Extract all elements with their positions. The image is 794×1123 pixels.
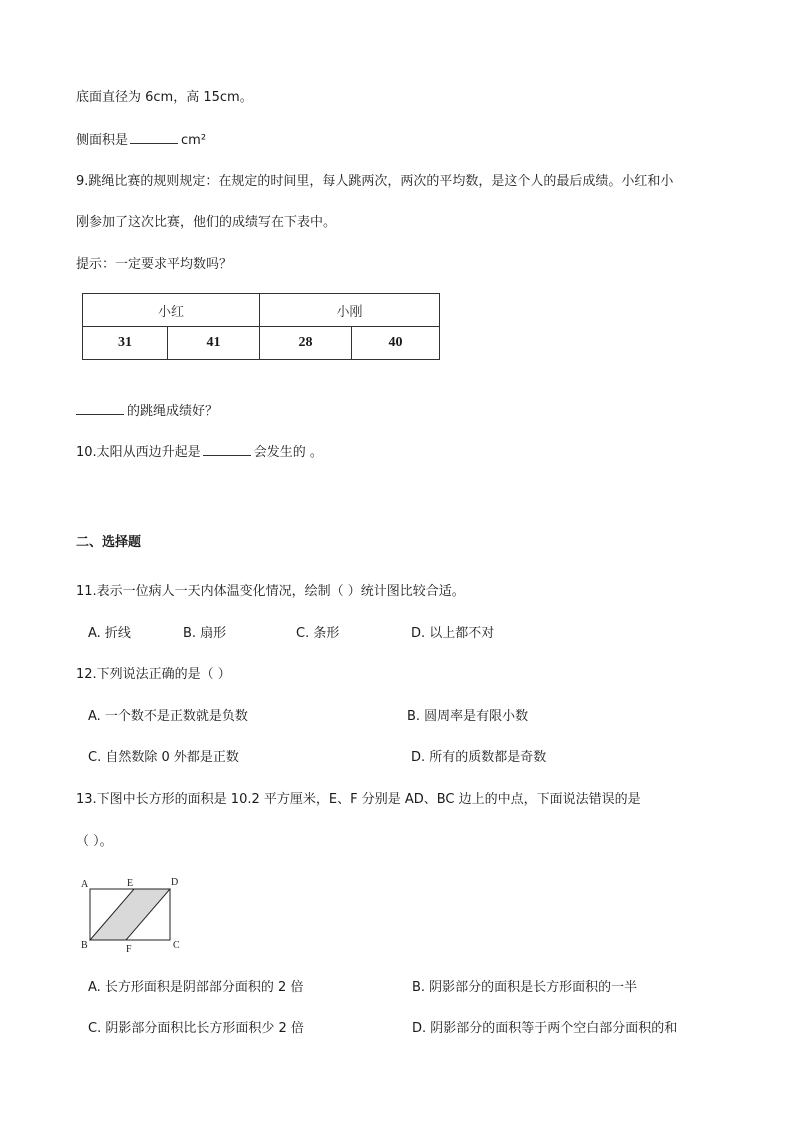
q10-prefix: 10.太阳从西边升起是 — [76, 445, 201, 460]
q9-stem-line1: 9.跳绳比赛的规则规定：在规定的时间里，每人跳两次，两次的平均数，是这个人的最后成绩。小红和小 — [76, 174, 674, 189]
answer-blank[interactable] — [76, 401, 124, 415]
q13-stem-bracket: （ ）。 — [76, 834, 113, 849]
q13-option-b[interactable]: B. 阴影部分的面积是长方形面积的一半 — [412, 980, 638, 995]
q11-option-d[interactable]: D. 以上都不对 — [411, 626, 495, 641]
q10-suffix: 会发生的 。 — [253, 445, 323, 460]
q11-option-b[interactable]: B. 扇形 — [183, 626, 227, 641]
q8-answer-line — [76, 130, 206, 150]
label-d: D — [171, 877, 179, 888]
q9-stem-line2: 刚参加了这次比赛，他们的成绩写在下表中。 — [76, 215, 337, 230]
q11-stem: 11.表示一位病人一天内体温变化情况，绘制（ ）统计图比较合适。 — [76, 584, 465, 599]
score-table — [82, 293, 440, 360]
rectangle-figure — [76, 874, 186, 956]
table-cell: 40 — [352, 327, 440, 360]
label-f: F — [126, 944, 132, 955]
label-c: C — [173, 940, 180, 951]
q12-stem: 12.下列说法正确的是（ ） — [76, 667, 231, 682]
q11-option-c[interactable]: C. 条形 — [296, 626, 340, 641]
answer-blank[interactable] — [203, 442, 251, 456]
q11-option-a[interactable]: A. 折线 — [88, 626, 131, 641]
q13-option-c[interactable]: C. 阴影部分面积比长方形面积少 2 倍 — [88, 1021, 304, 1036]
q8-prefix: 侧面积是 — [76, 133, 129, 148]
q12-option-b[interactable]: B. 圆周率是有限小数 — [407, 709, 529, 724]
q13-option-a[interactable]: A. 长方形面积是阴部部分面积的 2 倍 — [88, 980, 304, 995]
q10-line — [76, 442, 323, 462]
label-a: A — [81, 879, 89, 890]
table-header-xiaohong: 小红 — [83, 294, 260, 327]
table-cell: 41 — [168, 327, 260, 360]
q9-hint: 提示：一定要求平均数吗？ — [76, 257, 233, 272]
q9-question: 的跳绳成绩好？ — [127, 404, 219, 419]
section-title: 二、选择题 — [76, 535, 142, 550]
table-cell: 28 — [260, 327, 352, 360]
q12-option-d[interactable]: D. 所有的质数都是奇数 — [411, 750, 547, 765]
label-e: E — [127, 878, 134, 889]
q8-dimensions-line: 底面直径为 6cm，高 15cm。 — [76, 90, 253, 105]
label-b: B — [81, 940, 88, 951]
q12-option-c[interactable]: C. 自然数除 0 外都是正数 — [88, 750, 239, 765]
answer-blank[interactable] — [130, 130, 178, 144]
q9-question-line — [76, 401, 218, 421]
q13-stem: 13.下图中长方形的面积是 10.2 平方厘米，E、F 分别是 AD、BC 边上的中点，下面说法错误的是 — [76, 792, 641, 807]
table-header-xiaogang: 小刚 — [260, 294, 440, 327]
q13-option-d[interactable]: D. 阴影部分的面积等于两个空白部分面积的和 — [412, 1021, 678, 1036]
q12-option-a[interactable]: A. 一个数不是正数就是负数 — [88, 709, 248, 724]
table-cell: 31 — [83, 327, 168, 360]
q8-unit: cm² — [181, 133, 207, 148]
